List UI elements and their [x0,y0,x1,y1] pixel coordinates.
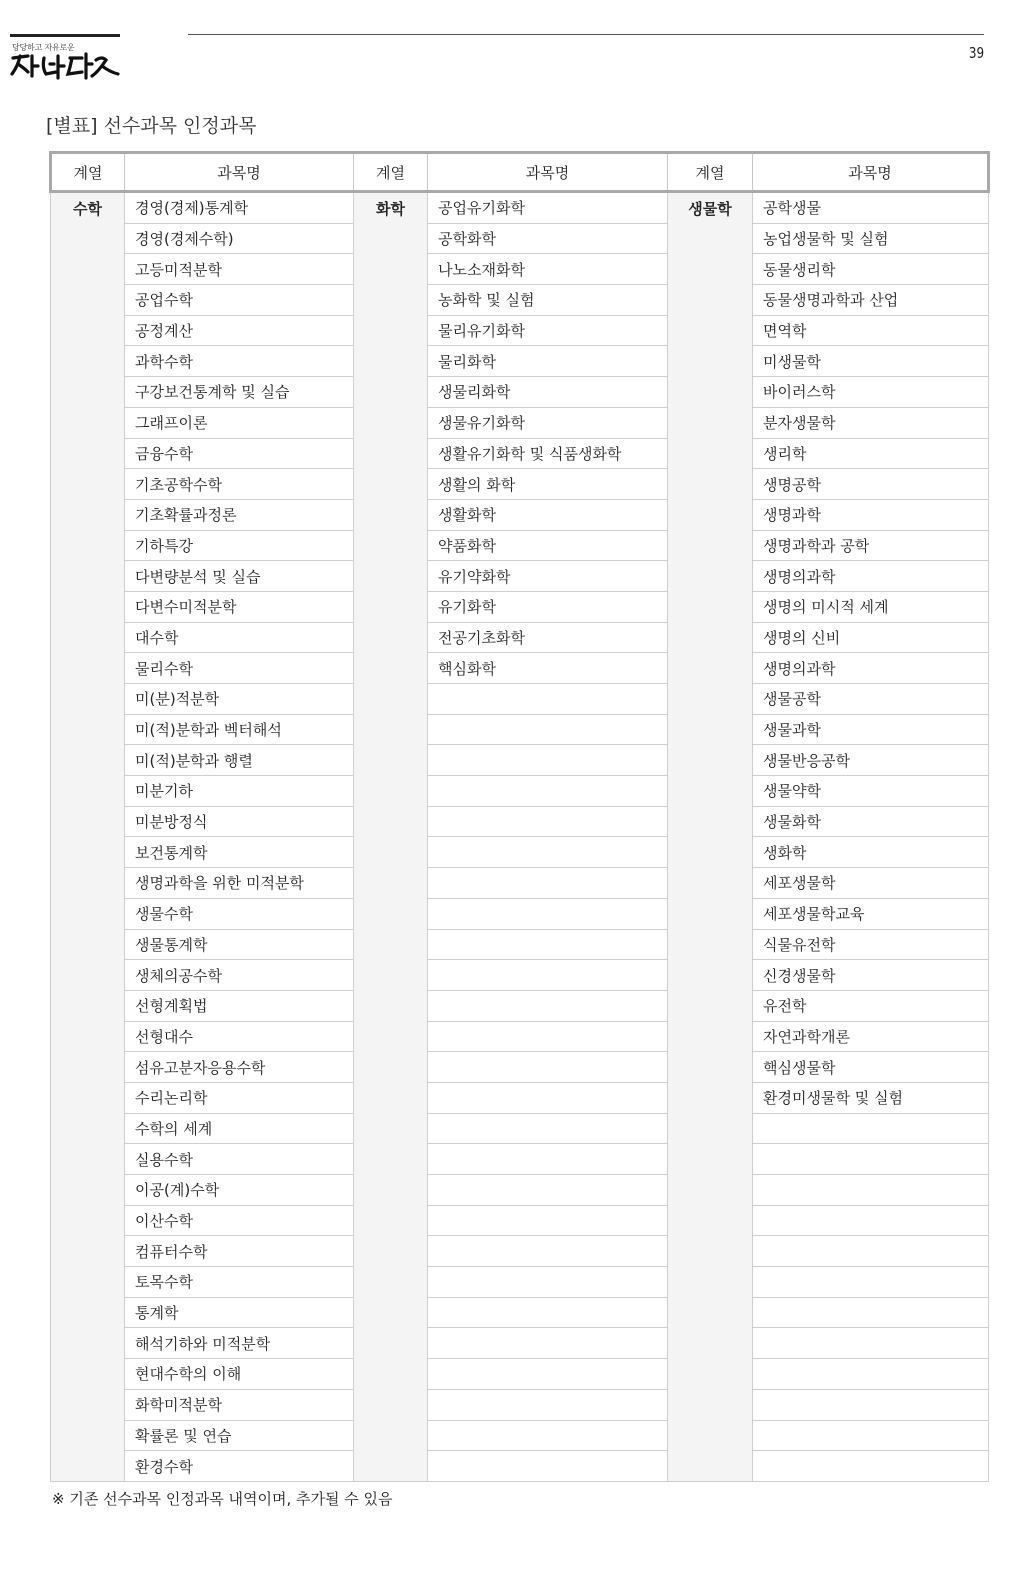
course-cell: 면역학 [753,315,989,346]
table-row [51,929,989,960]
course-cell: 다변수미적분학 [125,591,354,622]
course-cell [428,1052,668,1083]
course-cell [428,1451,668,1482]
table-row [51,1297,989,1328]
header-category-1: 계열 [51,153,125,192]
category-cell: 수학 [51,192,125,1482]
table-row [51,714,989,745]
course-cell [428,1420,668,1451]
table-row [51,1451,989,1482]
course-cell: 미생물학 [753,346,989,377]
course-cell: 바이러스학 [753,377,989,408]
header-course-1: 과목명 [125,153,354,192]
course-cell [428,1082,668,1113]
course-cell: 유전학 [753,990,989,1021]
header-category-3: 계열 [668,153,753,192]
course-cell: 생활유기화학 및 식품생화학 [428,438,668,469]
course-cell: 생명과학을 위한 미적분학 [125,868,354,899]
table-row [51,990,989,1021]
course-cell: 생명과학 [753,499,989,530]
course-cell [428,1389,668,1420]
table-row [51,868,989,899]
course-cell [753,1205,989,1236]
course-cell: 환경미생물학 및 실험 [753,1082,989,1113]
course-cell: 금융수학 [125,438,354,469]
course-cell [753,1144,989,1175]
course-cell: 통계학 [125,1297,354,1328]
course-cell [428,1021,668,1052]
category-cell: 생물학 [668,192,753,1482]
logo-slogan: 당당하고 자유로운 [12,43,75,52]
table-row [51,1021,989,1052]
course-cell: 공업유기화학 [428,192,668,224]
course-cell [428,1236,668,1267]
table-row [51,1113,989,1144]
course-cell: 신경생물학 [753,960,989,991]
table-row [51,653,989,684]
course-cell: 현대수학의 이해 [125,1359,354,1390]
header-category-2: 계열 [354,153,428,192]
course-cell: 고등미적분학 [125,254,354,285]
course-cell: 확률론 및 연습 [125,1420,354,1451]
table-row [51,591,989,622]
course-cell: 수학의 세계 [125,1113,354,1144]
course-cell: 물리화학 [428,346,668,377]
course-cell: 보건통계학 [125,837,354,868]
course-cell [753,1267,989,1298]
course-cell: 화학미적분학 [125,1389,354,1420]
course-cell [753,1420,989,1451]
course-cell: 생물유기화학 [428,407,668,438]
course-cell: 생물리화학 [428,377,668,408]
table-row [51,469,989,500]
table-row [51,776,989,807]
table-row [51,1052,989,1083]
course-cell: 생물공학 [753,684,989,715]
course-cell: 생물수학 [125,898,354,929]
course-cell: 환경수학 [125,1451,354,1482]
course-cell: 수리논리학 [125,1082,354,1113]
table-row [51,1082,989,1113]
footnote: ※ 기존 선수과목 인정과목 내역이며, 추가될 수 있음 [52,1490,393,1508]
course-cell: 생명의과학 [753,653,989,684]
course-cell [428,1144,668,1175]
course-cell [428,1359,668,1390]
course-cell: 생물화학 [753,806,989,837]
course-cell: 기초확률과정론 [125,499,354,530]
course-cell: 생체의공수학 [125,960,354,991]
course-cell: 세포생물학 [753,868,989,899]
table-row [51,745,989,776]
course-cell: 농화학 및 실험 [428,285,668,316]
course-cell [428,837,668,868]
course-cell: 실용수학 [125,1144,354,1175]
course-cell: 공업수학 [125,285,354,316]
course-cell: 유기화학 [428,591,668,622]
course-cell [428,1205,668,1236]
university-logo [10,34,120,82]
course-cell: 생물약학 [753,776,989,807]
course-cell: 분자생물학 [753,407,989,438]
table-row [51,1420,989,1451]
course-cell: 기하특강 [125,530,354,561]
course-cell: 생활의 화학 [428,469,668,500]
table-row [51,285,989,316]
table-row [51,254,989,285]
course-cell: 공학생물 [753,192,989,224]
course-table [49,151,990,1482]
course-cell: 농업생물학 및 실험 [753,223,989,254]
course-cell [753,1297,989,1328]
course-cell: 약품화학 [428,530,668,561]
course-cell: 미(분)적분학 [125,684,354,715]
table-row [51,1205,989,1236]
table-row [51,192,989,224]
course-cell: 생명과학과 공학 [753,530,989,561]
page-title: [별표] 선수과목 인정과목 [46,115,257,137]
course-cell: 미(적)분학과 벡터해석 [125,714,354,745]
table-row [51,837,989,868]
table-row [51,1144,989,1175]
logo-calligraphy-icon [10,50,120,80]
table-row [51,622,989,653]
course-cell: 선형대수 [125,1021,354,1052]
logo-rule [10,34,120,37]
course-cell [753,1236,989,1267]
course-cell [753,1328,989,1359]
table-row [51,898,989,929]
table-row [51,407,989,438]
course-cell: 세포생물학교육 [753,898,989,929]
course-cell: 물리수학 [125,653,354,684]
course-cell [753,1451,989,1482]
course-cell: 생명의 신비 [753,622,989,653]
course-cell [428,1297,668,1328]
table-body [51,192,989,1482]
course-cell [428,684,668,715]
table-header-row [51,153,989,192]
course-cell: 컴퓨터수학 [125,1236,354,1267]
table-row [51,1389,989,1420]
table-row [51,438,989,469]
course-cell [753,1389,989,1420]
course-cell: 구강보건통계학 및 실습 [125,377,354,408]
course-cell: 이산수학 [125,1205,354,1236]
course-cell [428,776,668,807]
table-row [51,1359,989,1390]
course-cell: 생화학 [753,837,989,868]
course-cell [753,1113,989,1144]
course-cell [428,929,668,960]
course-cell [428,714,668,745]
course-cell: 해석기하와 미적분학 [125,1328,354,1359]
course-cell: 핵심화학 [428,653,668,684]
course-cell: 동물생리학 [753,254,989,285]
course-cell: 동물생명과학과 산업 [753,285,989,316]
course-cell [428,745,668,776]
course-cell: 그래프이론 [125,407,354,438]
course-cell: 나노소재화학 [428,254,668,285]
course-cell: 기초공학수학 [125,469,354,500]
course-cell [753,1175,989,1206]
table-row [51,530,989,561]
course-cell [428,1328,668,1359]
table-row [51,315,989,346]
course-cell: 경영(경제수학) [125,223,354,254]
table-row [51,346,989,377]
table-row [51,1267,989,1298]
table-row [51,960,989,991]
table-row [51,1175,989,1206]
course-cell: 생물과학 [753,714,989,745]
course-cell: 자연과학개론 [753,1021,989,1052]
table-row [51,223,989,254]
course-cell: 경영(경제)통계학 [125,192,354,224]
course-cell: 다변량분석 및 실습 [125,561,354,592]
course-cell: 식물유전학 [753,929,989,960]
header-rule [188,34,984,35]
table-row [51,806,989,837]
course-cell: 생물통계학 [125,929,354,960]
course-cell: 유기약화학 [428,561,668,592]
category-cell: 화학 [354,192,428,1482]
course-cell [428,806,668,837]
course-cell: 대수학 [125,622,354,653]
course-cell: 생명의과학 [753,561,989,592]
course-cell: 생활화학 [428,499,668,530]
header-course-2: 과목명 [428,153,668,192]
course-cell: 미분기하 [125,776,354,807]
course-cell: 핵심생물학 [753,1052,989,1083]
course-cell: 섬유고분자응용수학 [125,1052,354,1083]
table-row [51,1236,989,1267]
course-cell: 생명의 미시적 세계 [753,591,989,622]
course-cell: 생명공학 [753,469,989,500]
header-course-3: 과목명 [753,153,989,192]
course-cell: 공정계산 [125,315,354,346]
course-cell [428,1267,668,1298]
course-cell: 과학수학 [125,346,354,377]
table-row [51,377,989,408]
course-cell [428,960,668,991]
course-cell: 생리학 [753,438,989,469]
course-cell: 공학화학 [428,223,668,254]
course-cell: 이공(계)수학 [125,1175,354,1206]
table-row [51,499,989,530]
course-cell: 생물반응공학 [753,745,989,776]
course-cell [428,990,668,1021]
course-cell [428,1113,668,1144]
course-cell: 물리유기화학 [428,315,668,346]
course-cell: 미분방정식 [125,806,354,837]
course-cell [428,898,668,929]
course-cell: 선형계획법 [125,990,354,1021]
course-cell [753,1359,989,1390]
course-cell: 전공기초화학 [428,622,668,653]
course-cell: 미(적)분학과 행렬 [125,745,354,776]
course-cell [428,1175,668,1206]
course-cell: 토목수학 [125,1267,354,1298]
table-row [51,684,989,715]
page-number: 39 [968,44,984,62]
table-row [51,1328,989,1359]
table-row [51,561,989,592]
course-cell [428,868,668,899]
